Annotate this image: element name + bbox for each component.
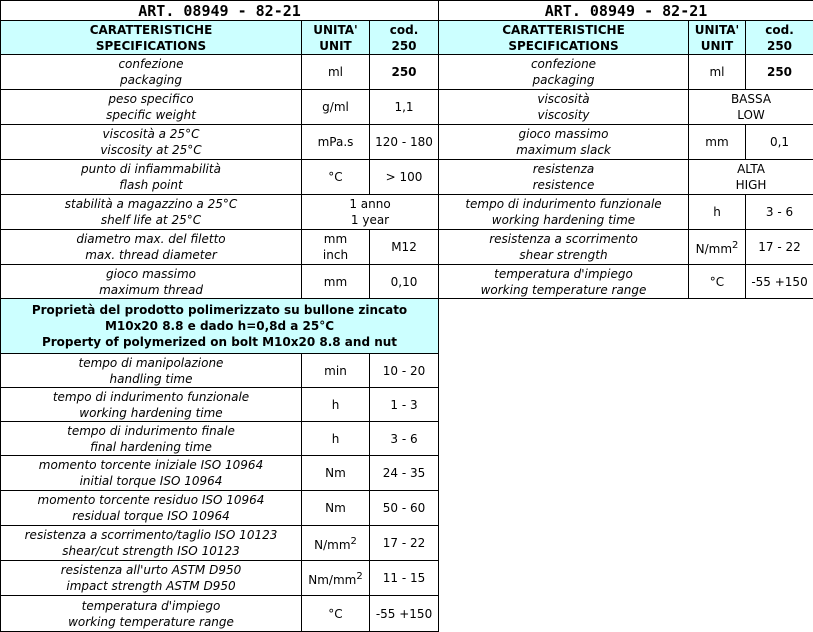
header-code-1: cod. — [765, 22, 794, 37]
row-description — [439, 195, 689, 230]
row-description — [439, 55, 689, 90]
table-row — [1, 230, 439, 265]
header-characteristics — [439, 21, 689, 55]
section-header — [1, 299, 439, 354]
desc-it: tempo di manipolazione — [78, 355, 224, 370]
desc-en: residual torque ISO 10964 — [72, 509, 230, 523]
unit-line-2: inch — [322, 248, 349, 262]
desc-en: shear strength — [519, 248, 608, 262]
header-code-2: 250 — [391, 38, 417, 53]
row-description — [1, 55, 302, 90]
desc-it: viscosità a 25°C — [102, 127, 200, 141]
table-row — [1, 422, 439, 456]
header-characteristics — [1, 21, 302, 55]
row-description — [1, 526, 302, 561]
row-unit: g/ml — [302, 90, 370, 125]
desc-it: temperatura d'impiego — [81, 598, 221, 613]
row-unit: min — [302, 354, 370, 388]
desc-it: confezione — [118, 57, 184, 71]
row-description — [439, 160, 689, 195]
row-description — [439, 125, 689, 160]
span-value-en: 1 year — [350, 213, 390, 227]
row-value: -55 +150 — [370, 596, 439, 632]
row-value: 120 - 180 — [370, 125, 439, 160]
row-description — [1, 354, 302, 388]
desc-it: tempo di indurimento funzionale — [52, 389, 250, 404]
row-description — [1, 491, 302, 526]
row-description — [1, 90, 302, 125]
table-row — [1, 491, 439, 526]
desc-it: diametro max. del filetto — [76, 232, 226, 246]
row-unit — [302, 230, 370, 265]
row-value: 50 - 60 — [370, 491, 439, 526]
row-span-value — [689, 90, 813, 125]
row-description — [439, 230, 689, 265]
row-description — [1, 561, 302, 596]
desc-en: initial torque ISO 10964 — [79, 474, 223, 488]
row-value: 250 — [370, 55, 439, 90]
desc-en: final hardening time — [90, 439, 212, 454]
table-row — [1, 354, 439, 388]
row-unit: mm — [302, 265, 370, 299]
header-char-en: SPECIFICATIONS — [508, 38, 619, 53]
row-unit: h — [302, 422, 370, 456]
row-span-value — [689, 160, 813, 195]
table-row — [439, 265, 813, 299]
desc-it: momento torcente residuo ISO 10964 — [37, 493, 265, 507]
row-unit — [302, 526, 370, 561]
row-unit: mm — [689, 125, 746, 160]
row-span-value — [302, 195, 439, 230]
section-line-3: Property of polymerized on bolt M10x20 8.8 and nut — [41, 335, 398, 349]
desc-it: gioco massimo — [106, 266, 196, 281]
row-value: 1 - 3 — [370, 388, 439, 422]
desc-it: gioco massimo — [518, 127, 609, 141]
table-row — [1, 388, 439, 422]
row-description — [1, 422, 302, 456]
table-row — [439, 230, 813, 265]
row-unit: Nm — [302, 491, 370, 526]
table-row — [439, 55, 813, 90]
row-unit: °C — [689, 265, 746, 299]
unit-superscript: 2 — [356, 570, 363, 582]
table-row — [1, 90, 439, 125]
unit-line-1: mm — [323, 232, 348, 246]
row-unit: mPa.s — [302, 125, 370, 160]
table-row — [1, 561, 439, 596]
desc-it: resistenza a scorrimento — [489, 232, 638, 246]
row-value: 11 - 15 — [370, 561, 439, 596]
row-value: 3 - 6 — [370, 422, 439, 456]
row-unit — [302, 561, 370, 596]
desc-it: temperatura d'impiego — [494, 266, 633, 281]
row-value: 0,10 — [370, 265, 439, 299]
desc-en: handling time — [109, 371, 193, 386]
desc-it: resistenza a scorrimento/taglio ISO 10123 — [24, 528, 278, 542]
header-unit-en: UNIT — [700, 38, 734, 53]
desc-en: impact strength ASTM D950 — [66, 579, 236, 593]
article-title: ART. 08949 - 82-21 — [439, 1, 813, 21]
desc-en: working temperature range — [68, 614, 234, 629]
row-unit: ml — [689, 55, 746, 90]
row-value: 24 - 35 — [370, 456, 439, 491]
desc-en: shelf life at 25°C — [100, 213, 202, 227]
header-code — [746, 21, 813, 55]
desc-it: resistenza all'urto ASTM D950 — [60, 563, 242, 577]
unit-base: N/mm — [314, 537, 351, 552]
unit-superscript: 2 — [732, 239, 739, 251]
header-code — [370, 21, 439, 55]
desc-en: viscosity — [537, 108, 590, 122]
desc-en: working hardening time — [491, 213, 636, 227]
table-row — [439, 195, 813, 230]
desc-it: confezione — [530, 57, 597, 71]
span-value-en: LOW — [737, 108, 765, 122]
row-description — [1, 230, 302, 265]
row-value: 250 — [746, 55, 813, 90]
row-unit — [689, 230, 746, 265]
desc-en: working hardening time — [79, 405, 223, 420]
row-value: 0,1 — [746, 125, 813, 160]
desc-en: packaging — [532, 73, 595, 87]
row-unit: °C — [302, 596, 370, 632]
header-char-it: CARATTERISTICHE — [502, 22, 625, 37]
header-unit-it: UNITA' — [313, 22, 358, 37]
row-unit: ml — [302, 55, 370, 90]
table-row — [1, 456, 439, 491]
desc-en: flash point — [119, 178, 183, 192]
row-value: 1,1 — [370, 90, 439, 125]
right-spec-table — [438, 0, 813, 299]
table-row — [1, 55, 439, 90]
row-value: > 100 — [370, 160, 439, 195]
desc-en: max. thread diameter — [85, 248, 217, 262]
desc-en: maximum slack — [516, 143, 611, 157]
row-description — [1, 265, 302, 299]
row-unit: °C — [302, 160, 370, 195]
desc-it: stabilità a magazzino a 25°C — [64, 197, 238, 211]
row-description — [1, 596, 302, 632]
article-title: ART. 08949 - 82-21 — [1, 1, 439, 21]
header-unit — [689, 21, 746, 55]
desc-it: momento torcente iniziale ISO 10964 — [38, 458, 264, 472]
table-row — [439, 125, 813, 160]
row-value: 17 - 22 — [370, 526, 439, 561]
section-line-1: Proprietà del prodotto polimerizzato su bullone zincato — [31, 303, 408, 317]
desc-it: viscosità — [537, 92, 590, 106]
row-unit: Nm — [302, 456, 370, 491]
table-row — [1, 160, 439, 195]
header-unit-en: UNIT — [319, 38, 352, 53]
desc-en: resistence — [532, 178, 595, 192]
row-value: -55 +150 — [746, 265, 813, 299]
row-value: M12 — [370, 230, 439, 265]
desc-it: peso specifico — [108, 92, 194, 106]
desc-it: resistenza — [532, 162, 595, 176]
table-row — [1, 265, 439, 299]
section-line-2: M10x20 8.8 e dado h=0,8d a 25°C — [104, 319, 335, 333]
desc-en: packaging — [119, 73, 183, 87]
desc-it: tempo di indurimento finale — [67, 423, 235, 438]
row-description — [1, 195, 302, 230]
unit-base: Nm/mm — [308, 572, 357, 587]
table-row — [1, 125, 439, 160]
header-code-2: 250 — [766, 38, 793, 53]
row-description — [1, 125, 302, 160]
unit-superscript: 2 — [350, 535, 357, 547]
row-unit: h — [689, 195, 746, 230]
header-unit — [302, 21, 370, 55]
table-row — [439, 90, 813, 125]
span-value-it: 1 anno — [349, 197, 391, 211]
span-value-it: ALTA — [737, 162, 765, 176]
span-value-en: HIGH — [735, 178, 767, 192]
desc-it: punto di infiammabilità — [81, 162, 221, 176]
row-description — [439, 265, 689, 299]
span-value-it: BASSA — [730, 92, 772, 106]
header-char-it: CARATTERISTICHE — [89, 22, 213, 37]
table-row — [1, 596, 439, 632]
desc-it: tempo di indurimento funzionale — [465, 197, 662, 211]
desc-en: specific weight — [106, 108, 196, 122]
desc-en: shear/cut strength ISO 10123 — [62, 544, 240, 558]
header-code-1: cod. — [389, 22, 419, 37]
row-description — [1, 456, 302, 491]
table-row — [1, 195, 439, 230]
row-description — [439, 90, 689, 125]
desc-en: maximum thread — [99, 282, 203, 297]
table-row — [439, 160, 813, 195]
unit-base: N/mm — [695, 241, 733, 256]
desc-en: working temperature range — [480, 282, 647, 297]
row-value: 3 - 6 — [746, 195, 813, 230]
row-unit: h — [302, 388, 370, 422]
header-char-en: SPECIFICATIONS — [95, 38, 207, 53]
header-unit-it: UNITA' — [694, 22, 740, 37]
row-value: 17 - 22 — [746, 230, 813, 265]
row-description — [1, 388, 302, 422]
row-description — [1, 160, 302, 195]
table-row — [1, 526, 439, 561]
row-value: 10 - 20 — [370, 354, 439, 388]
desc-en: viscosity at 25°C — [100, 143, 202, 157]
